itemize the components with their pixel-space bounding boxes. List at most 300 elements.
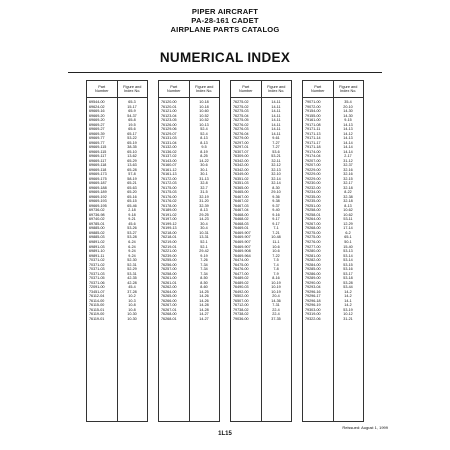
part-number: 76467-00 [233, 194, 249, 199]
part-number: 76218-00 [161, 230, 177, 235]
figure-index: 7-27 [272, 145, 280, 150]
part-number: 76221-00 [161, 249, 177, 254]
part-number: 76261-01 [161, 280, 177, 285]
figure-index: 30-4 [200, 221, 208, 226]
figure-index: 65-46 [127, 203, 137, 208]
column-header [159, 81, 219, 98]
figure-index: 53-22 [127, 136, 137, 141]
part-number: 76474-00 [233, 258, 249, 263]
part-number: 76469-01 [233, 226, 249, 231]
figure-index: 30-6 [200, 163, 208, 168]
figure-index: 8-13 [200, 208, 208, 213]
part-number: 76175-03 [161, 190, 177, 195]
figure-index: 10-52 [199, 113, 209, 118]
catalog-header [0, 7, 450, 34]
part-number: 76123-05 [161, 118, 177, 123]
figure-index: 53-28 [343, 280, 353, 285]
part-number: 76218-01 [161, 235, 177, 240]
part-number: 76114-00 [89, 298, 105, 303]
part-number: 79161-00 [305, 118, 321, 123]
part-number: 76490-03 [233, 285, 249, 290]
figure-index: 53-11 [343, 217, 353, 222]
figure-index: 8-13 [200, 140, 208, 145]
figure-index: 9-61 [272, 136, 280, 141]
part-number: 69669-118 [89, 163, 107, 168]
part-number: 69669-27 [89, 127, 105, 132]
figure-index: 31-20 [199, 199, 209, 204]
part-number: 69885-02 [89, 230, 105, 235]
part-number: 76119-00 [89, 312, 105, 317]
figure-index: 8-50 [200, 280, 208, 285]
part-number: 69669-188 [89, 185, 107, 190]
part-number: 76492-00 [233, 289, 249, 294]
header-part-number: Part Number [87, 81, 118, 97]
figure-index: 14-13 [343, 122, 353, 127]
figure-index: 10-31 [199, 230, 209, 235]
figure-index: 65-15 [127, 199, 137, 204]
title-divider [68, 72, 382, 73]
part-number: 76199-13 [161, 226, 177, 231]
figure-index: 65-6 [128, 127, 136, 132]
part-number: 79289-00 [305, 276, 321, 281]
figure-index: 7-9 [273, 271, 279, 276]
figure-index: 32-14 [271, 181, 281, 186]
header-catalog: AIRPLANE PARTS CATALOG [170, 25, 280, 34]
figure-index: 10-8 [128, 303, 136, 308]
part-number: 70371-06 [89, 280, 105, 285]
part-number: 79290-00 [305, 280, 321, 285]
part-number: 76268-00 [161, 312, 177, 317]
figure-index: 14-27 [199, 316, 209, 321]
index-column [158, 80, 220, 422]
part-number: 79277-00 [305, 244, 321, 249]
part-number: 69669-189 [89, 190, 107, 195]
part-number: 76502-00 [233, 294, 249, 299]
figure-index: 32-38 [343, 194, 353, 199]
figure-index: 8-30 [272, 185, 280, 190]
part-number: 79207-00 [305, 163, 321, 168]
part-number: 76261-00 [161, 276, 177, 281]
part-number: 76469-907 [233, 230, 251, 235]
figure-index: 65-10 [127, 149, 137, 154]
figure-index: 53-17 [343, 271, 353, 276]
figure-index: 9-21 [128, 217, 136, 222]
figure-index: 8-13 [200, 136, 208, 141]
part-number: 69736-98 [89, 212, 105, 217]
part-number: 79293-04 [305, 285, 321, 290]
part-number: 79229-00 [305, 172, 321, 177]
column-header [87, 81, 147, 98]
figure-index: 13-63 [127, 163, 137, 168]
part-number: 76275-02 [233, 104, 249, 109]
column-divider [117, 97, 118, 421]
figure-index: 22-4 [272, 312, 280, 317]
figure-index: 14-25 [199, 289, 209, 294]
reissue-date: Reissued: August 1, 1999 [342, 425, 388, 430]
part-number: 76191-02 [161, 212, 177, 217]
part-number: 69669-118 [89, 167, 107, 172]
part-number: 76256-00 [161, 262, 177, 267]
figure-index: 10-30 [127, 316, 137, 321]
part-number: 76197-00 [161, 217, 177, 222]
figure-index: 9-5 [201, 145, 207, 150]
figure-index: 11-1 [272, 239, 280, 244]
header-part-number: Part Number [231, 81, 262, 97]
figure-index: 65-19 [127, 140, 137, 145]
figure-index: 6-2 [345, 230, 351, 235]
header-figure-index: Figure and Index No. [267, 84, 286, 93]
figure-index: 14-11 [271, 118, 281, 123]
figure-index: 10-19 [271, 289, 281, 294]
figure-index: 32-16 [343, 172, 353, 177]
figure-index: 14-27 [199, 312, 209, 317]
figure-index: 14-28 [199, 303, 209, 308]
figure-index: 29-10 [271, 190, 281, 195]
figure-index: 6-24 [128, 239, 136, 244]
figure-index: 10-52 [199, 118, 209, 123]
part-number: 76137-02 [161, 154, 177, 159]
part-number: 69669-20 [89, 118, 105, 123]
figure-index: 10-13 [199, 122, 209, 127]
part-number: 76123-04 [161, 113, 177, 118]
part-number: 76342-00 [233, 167, 249, 172]
header-figure-index: Figure and Index No. [195, 84, 214, 93]
part-number: 76489-02 [233, 276, 249, 281]
column-divider [261, 97, 262, 421]
part-number: 79251-00 [305, 203, 321, 208]
figure-index: 17-14 [343, 226, 353, 231]
part-number: 76265-00 [161, 294, 177, 299]
figure-index: 10-19 [271, 280, 281, 285]
figure-index: 10-30 [127, 312, 137, 317]
part-number: 79738-02 [233, 307, 249, 312]
part-number: 76279-00 [233, 136, 249, 141]
figure-index: 9-15 [344, 118, 352, 123]
figure-index: 45-4 [128, 285, 136, 290]
figure-index: 32-14 [271, 176, 281, 181]
figure-index: 32-10 [271, 172, 281, 177]
figure-index: 53-18 [343, 276, 353, 281]
figure-index: 54-37 [127, 113, 137, 118]
part-number: 76275-04 [233, 113, 249, 118]
part-number: 79264-00 [305, 217, 321, 222]
figure-index: 14-30 [343, 113, 353, 118]
figure-index: 32-11 [271, 158, 281, 163]
figure-index: 65-8 [128, 118, 136, 123]
page-title: NUMERICAL INDEX [159, 50, 291, 65]
part-number: 79232-00 [305, 185, 321, 190]
figure-index: 10-18 [199, 104, 209, 109]
figure-index: 10-8 [128, 307, 136, 312]
part-number: 76115-00 [89, 303, 105, 308]
part-number: 76365-00 [233, 185, 249, 190]
figure-index: 15-40 [343, 244, 353, 249]
figure-index: 19-5 [128, 122, 136, 127]
figure-index: 52-1 [200, 239, 208, 244]
figure-index: 31-21 [343, 316, 353, 321]
figure-index: 32-15 [343, 176, 353, 181]
part-number: 76264-00 [161, 289, 177, 294]
part-number: 79234-00 [305, 190, 321, 195]
figure-index: 32-12 [271, 163, 281, 168]
part-number: 76297-00 [233, 140, 249, 145]
part-number: 76475-00 [233, 262, 249, 267]
part-number: 76172-03 [161, 181, 177, 186]
part-number: 76467-04 [233, 208, 249, 213]
figure-index: 7-34 [200, 267, 208, 272]
part-number: 69885-00 [89, 226, 105, 231]
part-number: 76469-907 [233, 239, 251, 244]
part-number: 76268-01 [161, 316, 177, 321]
part-number: 69669-20 [89, 113, 105, 118]
figure-index: 14-26 [199, 294, 209, 299]
part-number: 76342-00 [233, 158, 249, 163]
figure-index: 32-37 [343, 163, 353, 168]
figure-index: 14-14 [343, 145, 353, 150]
figure-index: 10-12 [343, 312, 353, 317]
figure-index: 53-28 [127, 235, 137, 240]
part-number: 76120-01 [161, 104, 177, 109]
part-number: 76131-03 [161, 136, 177, 141]
part-number: 76477-00 [233, 271, 249, 276]
part-number: 79174-04 [305, 154, 321, 159]
figure-index: 53-14 [343, 258, 353, 263]
part-number: 79171-08 [305, 122, 321, 127]
figure-index: 10-2 [128, 294, 136, 299]
figure-index: 53-26 [127, 226, 137, 231]
part-number: 69669-173 [89, 172, 107, 177]
part-number: 79280-00 [305, 249, 321, 254]
figure-index: 10-6 [272, 244, 280, 249]
figure-index: 9-19 [200, 253, 208, 258]
part-number: 76468-03 [233, 221, 249, 226]
part-number: 76219-01 [161, 244, 177, 249]
figure-index: 8-19 [200, 149, 208, 154]
figure-index: 31-13 [199, 176, 209, 181]
part-number: 69891-11 [89, 253, 105, 258]
part-number: 76469-907 [233, 244, 251, 249]
part-number: 79275-00 [305, 235, 321, 240]
figure-index: 52-31 [127, 262, 137, 267]
part-number: 76189-00 [161, 208, 177, 213]
part-number: 76172-00 [161, 176, 177, 181]
figure-index: 65-29 [127, 158, 137, 163]
figure-index: 14-11 [271, 113, 281, 118]
part-number: 76258-00 [161, 271, 177, 276]
part-number: 79171-13 [305, 131, 321, 136]
part-number: 69669-115 [89, 145, 107, 150]
figure-index: 32-13 [271, 167, 281, 172]
part-number: 69736-02 [89, 208, 105, 213]
part-number: 79281-00 [305, 253, 321, 258]
part-number: 79171-11 [305, 127, 321, 132]
index-column [302, 80, 364, 422]
figure-index: 20-10 [343, 104, 353, 109]
part-number: 76132-00 [161, 145, 177, 150]
figure-index: 32-18 [343, 199, 353, 204]
figure-index: 52-30 [127, 258, 137, 263]
part-number: 69544-00 [89, 100, 105, 104]
part-number: 69669-77 [89, 140, 105, 145]
figure-index: 30-4 [200, 226, 208, 231]
part-number: 76507-00 [233, 298, 249, 303]
part-number: 69669-187 [89, 181, 107, 186]
part-number: 69891-10 [89, 249, 105, 254]
part-number: 76351-02 [233, 176, 249, 181]
header-figure-index: Figure and Index No. [339, 84, 358, 93]
figure-index: 6-24 [128, 244, 136, 249]
figure-index: 12-29 [343, 221, 353, 226]
part-number: 69669-193 [89, 199, 107, 204]
part-number: 76267-00 [161, 303, 177, 308]
part-number: 76131-04 [161, 140, 177, 145]
part-number: 69891-02 [89, 239, 105, 244]
figure-index: 32-19 [199, 194, 209, 199]
figure-index: 14-14 [343, 149, 353, 154]
figure-index: 9-24 [128, 253, 136, 258]
figure-index: 9-16 [272, 212, 280, 217]
figure-index: 14-13 [343, 127, 353, 132]
part-number: 79322-06 [305, 316, 321, 321]
part-number: 69669-192 [89, 194, 107, 199]
figure-index: 65-1 [344, 235, 352, 240]
part-number: 76276-03 [233, 127, 249, 132]
figure-index: 65-17 [127, 131, 137, 136]
figure-index: 14-30 [343, 109, 353, 114]
part-number: 76267-01 [161, 307, 177, 312]
figure-index: 8-16 [272, 276, 280, 281]
figure-index: 65-20 [127, 190, 137, 195]
part-number: 79738-02 [233, 312, 249, 317]
figure-index: 53-44 [343, 285, 353, 290]
figure-index: 14-13 [343, 136, 353, 141]
figure-index: 7-4 [273, 262, 279, 267]
figure-index: 52-29 [127, 267, 137, 272]
figure-index: 14-23 [199, 217, 209, 222]
part-number: 69669-117 [89, 158, 107, 163]
part-number: 76469-907 [233, 235, 251, 240]
figure-index: 7-1 [273, 226, 279, 231]
index-column [230, 80, 292, 422]
part-number: 76239-00 [161, 253, 177, 258]
part-number: 79275-00 [305, 230, 321, 235]
part-number: 76175-00 [161, 185, 177, 190]
part-number: 79072-00 [305, 104, 321, 109]
part-number: 79296-19 [305, 303, 321, 308]
figure-index: 10-19 [271, 285, 281, 290]
part-number: 76129-06 [161, 127, 177, 132]
part-number: 69669-39 [89, 131, 105, 136]
figure-index: 9-38 [272, 199, 280, 204]
part-number: 73451-07 [89, 289, 105, 294]
part-number: 79267-00 [305, 221, 321, 226]
figure-index: 32-7 [200, 185, 208, 190]
figure-index: 9-37 [272, 203, 280, 208]
figure-index: 14-14 [343, 140, 353, 145]
figure-index: 52-1 [200, 244, 208, 249]
figure-index: 2-17 [344, 154, 352, 159]
part-number: 69669-175 [89, 176, 107, 181]
part-number: 79286-00 [305, 271, 321, 276]
part-number: 76275-02 [233, 100, 249, 104]
figure-index: 14-11 [271, 100, 281, 104]
figure-index: 10-48 [271, 235, 281, 240]
figure-index: 52-4 [200, 131, 208, 136]
part-number: 79296-17 [305, 294, 321, 299]
part-number: 70371-02 [89, 258, 105, 263]
figure-index: 9-40 [272, 208, 280, 213]
part-number: 76257-00 [161, 267, 177, 272]
figure-index: 9-17 [272, 217, 280, 222]
part-number: 79230-00 [305, 181, 321, 186]
part-number: 76262-00 [161, 285, 177, 290]
figure-index: 31-12 [343, 158, 353, 163]
part-number: 76469-964 [233, 253, 251, 258]
part-number: 79171-18 [305, 145, 321, 150]
column-header [303, 81, 363, 98]
part-number: 76126-00 [161, 122, 177, 127]
figure-index: 9-18 [128, 212, 136, 217]
part-number: 76297-01 [233, 145, 249, 150]
figure-index: 7-26 [200, 258, 208, 263]
figure-index: 14-22 [199, 158, 209, 163]
figure-index: 7-8 [273, 267, 279, 272]
part-number: 79319-00 [305, 312, 321, 317]
figure-index: 10-3 [128, 298, 136, 303]
figure-index: 9-24 [128, 249, 136, 254]
part-number: 69669-27 [89, 122, 105, 127]
part-number: 76467-02 [233, 199, 249, 204]
part-number: 79303-00 [305, 307, 321, 312]
figure-index: 7-34 [200, 262, 208, 267]
part-number: 76176-02 [161, 199, 177, 204]
figure-index: 2-18 [128, 208, 136, 213]
figure-index: 32-39 [199, 203, 209, 208]
column-header [231, 81, 291, 98]
figure-index: 22-4 [272, 307, 280, 312]
part-number: 79282-00 [305, 258, 321, 263]
part-number: 76161-13 [161, 172, 177, 177]
part-number: 79174-00 [305, 149, 321, 154]
part-number: 79154-00 [305, 109, 321, 114]
figure-index: 53-27 [127, 230, 137, 235]
figure-index: 42-35 [127, 276, 137, 281]
figure-index: 29-42 [199, 249, 209, 254]
figure-index: 14-1 [344, 298, 352, 303]
figure-index: 65-28 [127, 167, 137, 172]
part-number: 79207-00 [305, 158, 321, 163]
figure-index: 65-21 [127, 181, 137, 186]
figure-index: 13-62 [127, 154, 137, 159]
figure-index: 53-19 [343, 307, 353, 312]
header-part-number: Part Number [303, 81, 334, 97]
figure-index: 14-2 [344, 289, 352, 294]
part-number: 76465-00 [233, 190, 249, 195]
part-number: 76489-02 [233, 280, 249, 285]
figure-index: 53-14 [343, 253, 353, 258]
part-number: 76136-02 [161, 149, 177, 154]
figure-index: 14-11 [271, 122, 281, 127]
part-number: 79285-00 [305, 267, 321, 272]
part-number: 76275-05 [233, 118, 249, 123]
figure-index: 53-15 [343, 262, 353, 267]
part-number: 70371-02 [89, 262, 105, 267]
figure-index: 65-16 [127, 194, 137, 199]
figure-index: 14-11 [271, 127, 281, 132]
part-number: 76349-00 [233, 172, 249, 177]
part-number: 76469-908 [233, 249, 251, 254]
figure-index: 8-50 [200, 276, 208, 281]
